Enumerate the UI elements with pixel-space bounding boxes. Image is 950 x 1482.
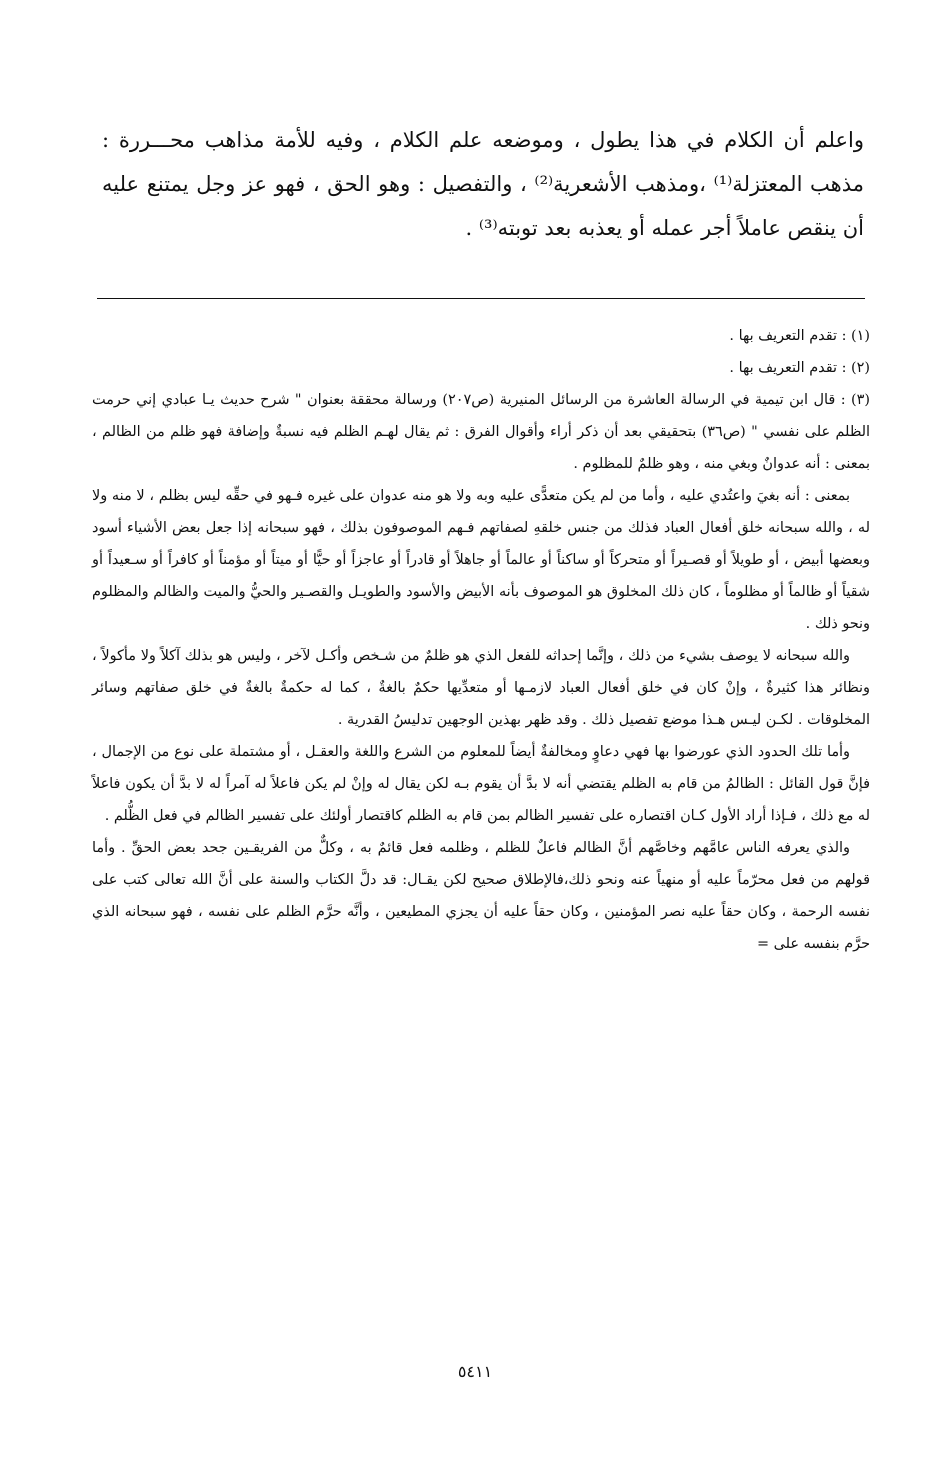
footnote-separator — [97, 298, 865, 299]
footnote-3 — [92, 384, 870, 480]
page-number: ٥٤١١ — [457, 1362, 493, 1381]
footnote-2-text: تقدم التعريف بها . — [729, 360, 838, 376]
footnote-3-text: قال ابن تيمية في الرسالة العاشرة من الرسائل المنيرية (ص٢٠٧) ورسالة محققة بعنوان " شرح حديث يـا عبادي إني حرمت الظلم على نفسي " (ص٣٦) بتحقيقي بعد أن ذكر أراء وأقوال الفرق : ثم يقال لهـم الظلم فيه نسبةٌ وإضافة فهو ظلم من الظالم ، بمعنى : أنه عدوانٌ وبغي منه ، وهو ظلمٌ للمظلوم . — [92, 392, 871, 472]
footnote-3-paragraph-d: والذي يعرفه الناس عامَّهم وخاصَّهم أنَّ الظالم فاعلٌ للظلم ، وظلمه فعل قائمٌ به ، وكلٌّ من الفريقـين جحد بعض الحقِّ . وأما قولهم من فعل محرّماً عليه أو منهياً عنه ونحو ذلك،فالإطلاق صحيح لكن يقـال: قد دلَّ الكتاب والسنة على أنَّ الله تعالى كتب على نفسه الرحمة ، وكان حقاً عليه نصر المؤمنين ، وكان حقاً عليه أن يجزي المطيعين ، وأنَّه حرَّم الظلم على نفسه ، فهو سبحانه الذي حرَّم بنفسه على = — [92, 840, 870, 952]
footnote-3-paragraph-b: والله سبحانه لا يوصف بشيء من ذلك ، وإنَّما إحداثه للفعل الذي هو ظلمٌ من شـخص وأكـل لآخر ، وليس هو بذلك آكلاً ولا مأكولاً ، ونظائر هذا كثيرةٌ ، وإنْ كان في خلق أفعال العباد لازمـها أو متعدِّيها حكمٌ بالغةٌ ، كما له حكمةٌ بالغةٌ في خلق صفاتهم وسائر المخلوقات . لكـن ليـس هـذا موضع تفصيل ذلك . وقد ظهر بهذين الوجهين تدليسُ القدرية . — [92, 648, 870, 728]
footnote-2 — [92, 352, 870, 384]
footnote-1 — [92, 320, 870, 352]
footnotes-block — [92, 320, 870, 960]
footnote-1-number: (١) : — [841, 328, 870, 344]
footnote-2-number: (٢) : — [841, 360, 870, 376]
footnote-3-paragraph-a: بمعنى : أنه بغيَ واعتُدي عليه ، وأما من لم يكن متعدًّى عليه وبه ولا هو منه عدوان على غيره فـهو في حقِّه ليس بظلم ، لا منه ولا له ، والله سبحانه خلق أفعال العباد فذلك من جنس خلقهِ لصفاتهم فـهم الموصوفون بذلك ، فهو سبحانه إذا جعل بعض الأشياء أسود وبعضها أبيض ، أو طويلاً أو قصـيراً أو متحركاً أو ساكناً أو عالماً أو جاهلاً أو قادراً أو عاجزاً أو حيًّا أو ميتاً أو مؤمناً أو كافراً أو سـعيداً أو شقياً أو ظالماً أو مظلوماً ، كان ذلك المخلوق هو الموصوف بأنه الأبيض والأسود والطويـل والقصـير والحيُّ والميت والظالم والمظلوم ونحو ذلك . — [92, 488, 870, 632]
main-paragraph: واعلم أن الكلام في هذا يطول ، وموضعه علم الكلام ، وفيه للأمة مذاهب محـــررة : مذهب المعتزلة⁽¹⁾ ،ومذهب الأشعرية⁽²⁾ ، والتفصيل : وهو الحق ، فهو عز وجل يمتنع عليه أن ينقص عاملاً أجر عمله أو يعذبه بعد توبته⁽³⁾ . — [102, 128, 865, 240]
main-text-block — [102, 118, 864, 250]
footnote-1-text: تقدم التعريف بها . — [729, 328, 838, 344]
footnote-3-paragraph-c: وأما تلك الحدود الذي عورضوا بها فهي دعاوٍ ومخالفةٌ أيضاً للمعلوم من الشرع واللغة والعقـل ، أو مشتملة على نوع من الإجمال ، فإنَّ قول القائل : الظالمُ من قام به الظلم يقتضي أنه لا بدَّ أن يقوم بـه لكن يقال له وإنْ لم يكن فاعلاً له آمراً له لا بدَّ أن يكون فاعلاً له مع ذلك ، فـإذا أراد الأول كـان اقتصاره على تفسير الظالم بمن قام به الظلم كاقتصار أولئك على تفسير الظالم في فعل الظُّلم . — [92, 744, 870, 824]
footnote-3-number: (٣) : — [840, 392, 870, 408]
